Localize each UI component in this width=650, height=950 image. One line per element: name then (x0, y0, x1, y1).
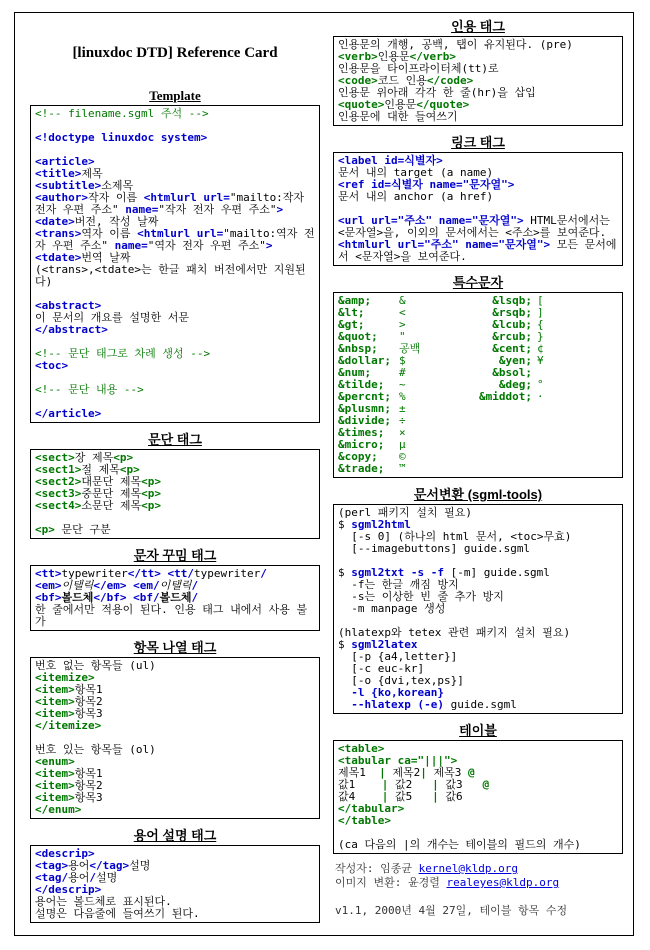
sgml-tag: <article> (35, 155, 95, 168)
section-title-char-style-tags: 문자 꾸밈 태그 (133, 548, 217, 563)
text-segment: 값2 (388, 778, 433, 791)
sgml-tag: / (89, 871, 97, 884)
sgml-tag: <descrip> (35, 847, 95, 860)
text-line (35, 908, 315, 920)
text-segment: $ (338, 566, 352, 579)
sgml-tag: <sect1> (35, 463, 82, 476)
sgml-tag: <toc> (35, 359, 69, 372)
left-column (30, 15, 320, 923)
text-line (338, 111, 618, 123)
text-segment: 볼드체 (159, 591, 192, 604)
text-segment: 대문단 제목 (81, 475, 142, 488)
sgml-tag: </abstract> (35, 323, 108, 336)
text-segment: "역자 전자 우편 주소" (147, 239, 266, 252)
entity-glyph: # (399, 366, 406, 379)
text-segment: 용어 (68, 859, 90, 872)
text-line (338, 191, 618, 203)
entity-name: &times; (338, 426, 385, 439)
text-segment: (ca 다음의 |의 개수는 테이블의 필드의 개수) (338, 838, 581, 851)
section-paragraph-tags (30, 432, 320, 539)
sgml-tag: <trans> (35, 227, 82, 240)
text-segment: typewriter (61, 567, 128, 580)
sgml-tag: </quote> (416, 98, 470, 111)
sgml-tag: <item> (35, 791, 75, 804)
sgml-tag: <tag> (35, 859, 69, 872)
sgml-tag: sgml2html (351, 518, 411, 531)
sgml-tag: | (420, 766, 427, 779)
quote-tags-box (333, 36, 623, 126)
link-tags-box (333, 152, 623, 266)
sgml-tag: <abstract> (35, 299, 102, 312)
text-segment: 이 문서의 개요를 설명한 서문 (35, 311, 190, 324)
text-segment: 값3 (438, 778, 483, 791)
sgml-tag: <sect3> (35, 487, 82, 500)
sgml-tag: <htmlurl url= (143, 191, 230, 204)
text-line (35, 408, 315, 420)
sgml-tag: <tabular ca="|||"> (338, 754, 458, 767)
text-segment: 제목1 (338, 766, 380, 779)
sgml-tag: <em/ (133, 579, 160, 592)
text-segment: 번호 있는 항목들 (ol) (35, 743, 156, 756)
entity-glyph: ~ (399, 378, 406, 391)
section-title-list-tags: 항목 나열 태그 (133, 640, 217, 655)
list-tags-box (30, 657, 320, 819)
sgml-tag: <p> (35, 523, 55, 536)
entity-name: &tilde; (338, 378, 385, 391)
sgml-tag: <quote> (338, 98, 385, 111)
text-segment: 작자 이름 (87, 191, 144, 204)
entity-glyph: } (537, 330, 544, 343)
text-segment: 항목3 (74, 791, 103, 804)
entity-glyph: ] (537, 306, 544, 319)
text-line (338, 839, 618, 851)
table-tags-box (333, 740, 623, 854)
text-segment: [--imagebuttons] guide.sgml (338, 542, 531, 555)
entity-name: &rcub; (492, 330, 532, 343)
text-line (338, 543, 618, 555)
text-segment: 문서 내의 target (a name) (338, 166, 494, 179)
sgml-tag: <tt/ (167, 567, 194, 580)
description-tags-box (30, 845, 320, 923)
sgml-tag: <p> (141, 475, 161, 488)
text-segment: 인용문의 개행, 공백, 탭이 유지된다. (pre) (338, 38, 573, 51)
sgml-tag: <sect> (35, 451, 75, 464)
text-segment: 볼드체 (61, 591, 94, 604)
entity-name: &lcub; (492, 318, 532, 331)
entity-glyph: · (537, 390, 544, 403)
text-segment: 한 줄에서만 적용이 된다. 인용 태그 내에서 사용 불가 (35, 603, 308, 628)
entity-glyph: ¢ (537, 342, 544, 355)
section-title-doc-conversion: 문서변환 (sgml-tools) (413, 487, 543, 502)
entity-name: &middot; (479, 390, 532, 403)
text-segment: 이탤릭 (159, 579, 192, 592)
text-segment: 인용문 (377, 50, 410, 63)
sgml-tag: <subtitle> (35, 179, 102, 192)
text-segment: 값4 (338, 790, 382, 803)
entity-name: &lsqb; (492, 294, 532, 307)
sgml-tag: <verb> (338, 50, 378, 63)
entity-name: &nbsp; (338, 342, 378, 355)
text-segment: 문단 구분 (54, 523, 111, 536)
sgml-tag: <sect4> (35, 499, 82, 512)
text-line (335, 904, 623, 918)
special-chars-box (333, 292, 623, 478)
entity-glyph: µ (399, 438, 406, 451)
text-segment: <!-- filename.sgml 주석 --> (35, 107, 209, 120)
text-segment: 항목2 (74, 779, 103, 792)
text-segment: <!-- 문단 태그로 차례 생성 --> (35, 347, 211, 360)
sgml-tag: | (379, 766, 386, 779)
sgml-tag: <item> (35, 767, 75, 780)
text-segment: 설명 (96, 871, 118, 884)
sgml-tag: </tt> (127, 567, 161, 580)
sgml-tag: name= (125, 203, 159, 216)
text-line (338, 603, 618, 615)
entity-glyph: ¥ (537, 354, 544, 367)
text-line (335, 862, 623, 876)
sgml-tag: sgml2txt -s -f (351, 566, 444, 579)
entity-name: &plusmn; (338, 402, 391, 415)
text-segment: 값1 (338, 778, 382, 791)
text-segment: 제목3 (426, 766, 468, 779)
text-line (335, 890, 623, 904)
sgml-tag: | (432, 790, 439, 803)
text-line (35, 132, 315, 144)
sgml-tag: </code> (426, 74, 474, 87)
entity-name: &num; (338, 366, 372, 379)
entity-name: &rsqb; (492, 306, 532, 319)
text-segment: 역자 이름 (81, 227, 138, 240)
text-segment: 인용문 위아래 각각 한 줄(hr)을 삽입 (338, 86, 536, 99)
sgml-tag: | (381, 790, 389, 803)
entity-glyph: ° (537, 378, 544, 391)
sgml-tag: </enum> (35, 803, 82, 816)
text-line (35, 348, 315, 360)
section-char-style-tags (30, 548, 320, 631)
sgml-tag: <p> (141, 487, 161, 500)
sgml-tag: <url url="주소" name="문자열"> (338, 214, 524, 227)
section-title-quote-tags: 인용 태그 (451, 19, 505, 34)
entity-name: &divide; (338, 414, 391, 427)
sgml-tag: <p> (119, 463, 140, 476)
sgml-tag: <item> (35, 683, 75, 696)
entity-name: &lt; (338, 306, 365, 319)
entity-glyph: ™ (399, 462, 406, 475)
sgml-tag: <tag/ (35, 871, 69, 884)
text-segment: [-p {a4,letter}] (338, 650, 458, 663)
sgml-tag: > (265, 239, 273, 252)
text-segment: 항목2 (74, 695, 103, 708)
entity-glyph: % (399, 390, 406, 403)
section-title-description-tags: 용어 설명 태그 (133, 828, 217, 843)
text-segment: 인용문 (384, 98, 417, 111)
text-line (35, 228, 315, 252)
text-segment: 제목2 (385, 766, 421, 779)
sgml-tag: </article> (35, 407, 102, 420)
entity-name: &copy; (338, 450, 378, 463)
entity-name: &cent; (492, 342, 532, 355)
text-segment: 소제목 (101, 179, 134, 192)
entity-name: &gt; (338, 318, 365, 331)
entity-name: &trade; (338, 462, 385, 475)
entity-name: &bsol; (492, 366, 532, 379)
entity-glyph: > (399, 318, 406, 331)
section-doc-conversion (333, 487, 623, 714)
text-segment: [-c euc-kr] (338, 662, 425, 675)
text-segment: 번호 없는 항목들 (ul) (35, 659, 156, 672)
char-style-tags-box (30, 565, 320, 631)
entity-glyph: < (399, 306, 406, 319)
sgml-tag: / (191, 591, 199, 604)
section-quote-tags (333, 19, 623, 126)
section-title-paragraph-tags: 문단 태그 (148, 432, 202, 447)
text-segment: <!-- 문단 내용 --> (35, 383, 144, 396)
text-line (35, 264, 315, 288)
text-line (35, 524, 315, 536)
text-segment: [-m] guide.sgml (443, 566, 550, 579)
doc-conversion-box (333, 504, 623, 714)
text-segment: 코드 인용 (377, 74, 427, 87)
text-line (335, 876, 623, 890)
text-segment: 작성자: 임종균 (335, 862, 419, 875)
text-segment: "mailto:작자 전자 우편 주소" (35, 191, 311, 216)
text-segment: -f는 한글 깨짐 방지 (338, 578, 459, 591)
sgml-tag: <bf/ (133, 591, 160, 604)
card-border-frame (14, 12, 634, 936)
special-chars-right-column (478, 295, 618, 475)
text-segment: 모든 문서에서 <문자열>을 보여준다. (338, 238, 617, 263)
sgml-tag: </verb> (409, 50, 456, 63)
footer-credits (333, 862, 623, 918)
text-segment: 용어 (68, 871, 90, 884)
text-line (338, 239, 618, 263)
sgml-tag: @ (482, 778, 490, 791)
text-segment: 문서 내의 anchor (a href) (338, 190, 494, 203)
text-line (35, 744, 315, 756)
sgml-tag: <htmlurl url= (137, 227, 224, 240)
text-segment: 값5 (388, 790, 433, 803)
section-template (30, 88, 320, 423)
sgml-tag: <p> (141, 499, 161, 512)
text-segment: -s는 이상한 빈 줄 추가 방지 (338, 590, 504, 603)
text-segment: 설명 (129, 859, 151, 872)
text-segment: 번역 날짜 (81, 251, 131, 264)
entity-name: &amp; (338, 294, 372, 307)
entity-name: &deg; (498, 378, 532, 391)
sgml-tag: <bf> (35, 591, 62, 604)
text-line (35, 500, 315, 512)
sgml-tag: <item> (35, 707, 75, 720)
text-segment: 제목 (81, 167, 103, 180)
text-segment: [-s 0] (하나의 html 문서, <toc>무효) (338, 530, 572, 543)
text-segment: [-o {dvi,tex,ps}] (338, 674, 464, 687)
entity-glyph: { (537, 318, 544, 331)
sgml-tag: <!doctype linuxdoc system> (35, 131, 208, 144)
text-segment: (hlatexp와 tetex 관련 패키지 설치 필요) (338, 626, 571, 639)
sgml-tag: sgml2latex (351, 638, 418, 651)
text-segment: typewriter (193, 567, 261, 580)
section-title-special-chars: 특수문자 (452, 275, 504, 290)
entity-row (338, 463, 478, 475)
section-list-tags (30, 640, 320, 819)
email-link[interactable]: realeyes@kldp.org (446, 876, 560, 889)
reference-card (15, 13, 633, 923)
entity-glyph: × (399, 426, 406, 439)
text-segment: 항목1 (74, 767, 103, 780)
sgml-tag: | (432, 778, 439, 791)
sgml-tag: <itemize> (35, 671, 95, 684)
right-column (333, 15, 623, 923)
text-segment: 버전, 작성 날짜 (74, 215, 159, 228)
sgml-tag: </em> (93, 579, 127, 592)
entity-glyph: ± (399, 402, 406, 415)
sgml-tag: </table> (338, 814, 391, 827)
entity-glyph: ÷ (399, 414, 406, 427)
text-line (35, 804, 315, 816)
sgml-tag: / (260, 567, 267, 580)
sgml-tag: <em> (35, 579, 62, 592)
sgml-tag: <tt> (35, 567, 62, 580)
section-title-table-tags: 테이블 (459, 723, 497, 738)
sgml-tag: <tdate> (35, 251, 82, 264)
text-line (35, 108, 315, 120)
text-segment: 용어는 볼드체로 표시된다. (35, 895, 172, 908)
text-line (338, 699, 618, 711)
email-link[interactable]: kernel@kldp.org (418, 862, 518, 875)
entity-glyph: © (399, 450, 406, 463)
text-segment: "mailto:역자 전자 우편 주소" (35, 227, 315, 252)
text-segment: HTML문서에서는 <문자열>을, 이외의 문서에서는 <주소>를 보여준다. (338, 214, 617, 239)
sgml-tag: </descrip> (35, 883, 102, 896)
text-segment: 설명은 다음줄에 들여쓰기 된다. (35, 907, 200, 920)
text-line (35, 720, 315, 732)
sgml-tag: <item> (35, 779, 75, 792)
text-segment: 항목3 (74, 707, 103, 720)
template-code-box (30, 105, 320, 423)
page-title: [linuxdoc DTD] Reference Card (72, 45, 278, 61)
text-line (35, 604, 315, 628)
text-segment: 항목1 (74, 683, 103, 696)
text-segment: guide.sgml (443, 698, 517, 711)
sgml-tag: name= (114, 239, 148, 252)
entity-name: &dollar; (338, 354, 391, 367)
text-segment: 이미지 변환: 윤경렬 (335, 876, 447, 889)
entity-glyph: [ (537, 294, 544, 307)
sgml-tag: <title> (35, 167, 82, 180)
section-special-chars (333, 275, 623, 478)
text-segment: (perl 패키지 설치 필요) (338, 506, 472, 519)
text-segment: $ (338, 638, 352, 651)
sgml-tag: </tag> (89, 859, 130, 872)
sgml-tag: | (381, 778, 389, 791)
special-chars-left-column (338, 295, 478, 475)
entity-glyph: $ (399, 354, 406, 367)
text-segment: (<trans>,<tdate>는 한글 패치 버전에서만 지원된다) (35, 263, 306, 288)
entity-glyph: " (399, 330, 406, 343)
sgml-tag: <table> (338, 742, 385, 755)
text-segment: 이탤릭 (61, 579, 94, 592)
paragraph-tags-box (30, 449, 320, 539)
text-line (35, 324, 315, 336)
section-table-tags (333, 723, 623, 854)
sgml-tag: </itemize> (35, 719, 102, 732)
sgml-tag: </tabular> (338, 802, 405, 815)
entity-glyph: & (399, 294, 406, 307)
entity-row (478, 391, 618, 403)
text-segment: v1.1, 2000년 4월 27일, 테이블 항목 수정 (335, 904, 568, 917)
entity-name: &yen; (498, 354, 532, 367)
sgml-tag: <ref id=식별자 name="문자열"> (338, 178, 515, 191)
sgml-tag: <date> (35, 215, 75, 228)
sgml-tag: <code> (338, 74, 378, 87)
sgml-tag: --hlatexp (-e) (338, 698, 444, 711)
text-segment: -m manpage 생성 (338, 602, 446, 615)
sgml-tag: <sect2> (35, 475, 82, 488)
entity-name: &quot; (338, 330, 378, 343)
sgml-tag: @ (468, 766, 475, 779)
text-segment: 인용문을 타이프라이터체(tt)로 (338, 62, 499, 75)
section-link-tags (333, 135, 623, 266)
entity-name: &percnt; (338, 390, 391, 403)
sgml-tag: > (276, 203, 284, 216)
text-segment: 절 제목 (81, 463, 120, 476)
text-segment: 인용문에 대한 들여쓰기 (338, 110, 458, 123)
entity-glyph: 공백 (399, 342, 421, 355)
text-line (35, 192, 315, 216)
sgml-tag: <author> (35, 191, 88, 204)
sgml-tag: </bf> (93, 591, 127, 604)
text-line (338, 215, 618, 239)
sgml-tag: -l {ko,korean} (338, 686, 444, 699)
sgml-tag: <enum> (35, 755, 75, 768)
sgml-tag: <item> (35, 695, 75, 708)
text-segment: 장 제목 (74, 451, 114, 464)
text-segment: 소문단 제목 (81, 499, 142, 512)
text-line (35, 384, 315, 396)
text-segment: 중문단 제목 (81, 487, 142, 500)
entity-name: &micro; (338, 438, 385, 451)
text-segment: "작자 전자 우편 주소" (158, 203, 277, 216)
text-segment: 값6 (438, 790, 463, 803)
text-line (338, 815, 618, 827)
sgml-tag: <htmlurl url="주소" name="문자열"> (338, 238, 551, 251)
text-segment: $ (338, 518, 352, 531)
section-title-link-tags: 링크 태그 (451, 135, 505, 150)
section-title-template: Template (149, 88, 201, 103)
section-description-tags (30, 828, 320, 923)
sgml-tag: <p> (113, 451, 134, 464)
text-line (35, 360, 315, 372)
sgml-tag: <label id=식별자> (338, 154, 443, 167)
sgml-tag: / (191, 579, 199, 592)
